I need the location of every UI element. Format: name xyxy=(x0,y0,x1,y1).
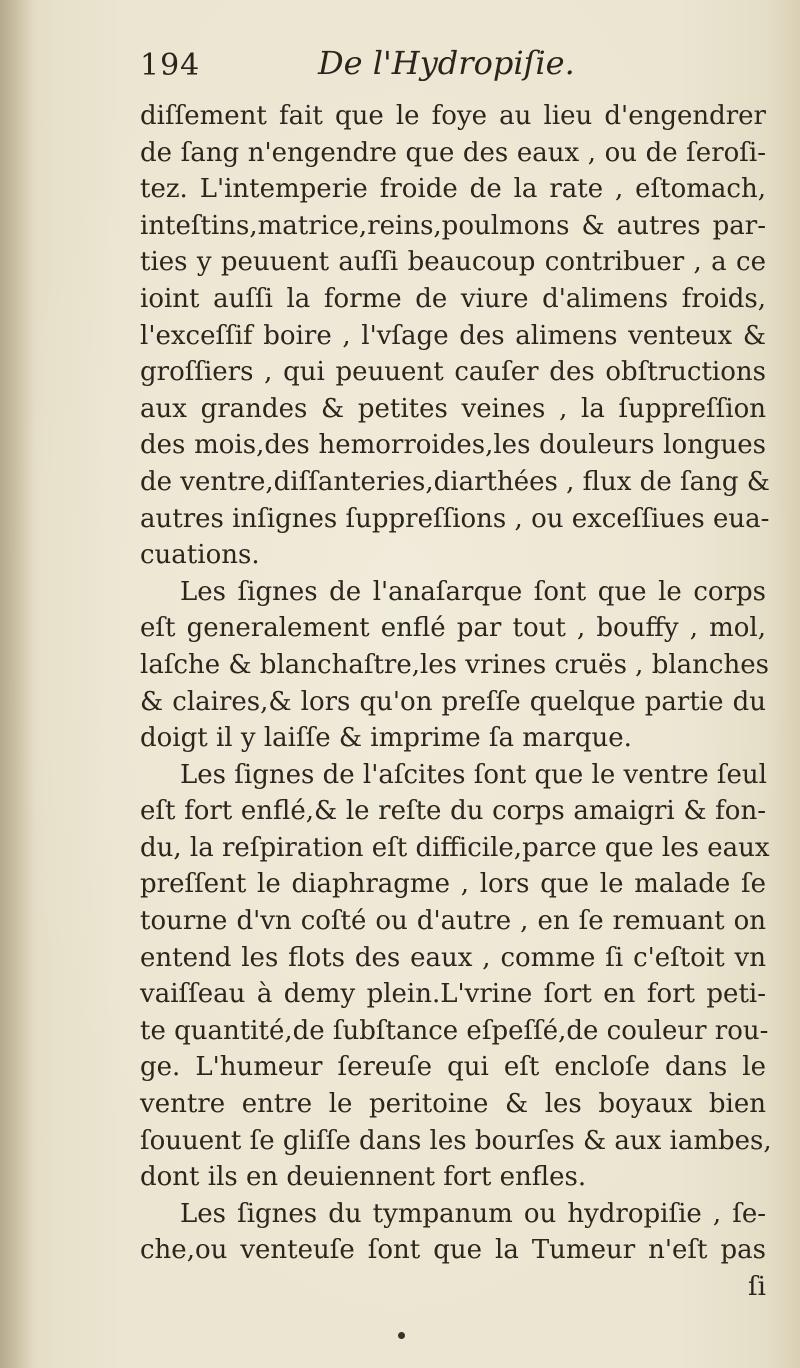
text-line: aux grandes & petites veines , la ſuppreſſion xyxy=(140,393,766,424)
text-line: eſt fort enflé,& le reſte du corps amaigri & fon- xyxy=(140,796,766,827)
text-line: Les ſignes du tympanum ou hydropiſie , ſe- xyxy=(180,1198,766,1229)
text-line: & claires,& lors qu'on preſſe quelque partie du xyxy=(140,686,766,717)
text-line: groſſiers , qui peuuent cauſer des obſtructions xyxy=(140,357,766,388)
text-line: cuations. xyxy=(140,540,260,571)
page-header xyxy=(140,44,660,96)
text-line: l'exceſſif boire , l'vſage des alimens venteux & xyxy=(140,320,766,351)
text-line: ge. L'humeur ſereuſe qui eſt encloſe dans le xyxy=(140,1052,766,1083)
running-title: De l'Hydropiſie. xyxy=(318,44,575,82)
text-line: diſſement fait que le foye au lieu d'engendrer xyxy=(140,101,766,131)
text-line: vaiſſeau à demy plein.L'vrine ſort en fort peti- xyxy=(140,979,766,1010)
text-line: doigt il y laiſſe & imprime ſa marque. xyxy=(140,723,632,754)
catchword: ſi xyxy=(748,1272,766,1302)
text-line: Les ſignes de l'aſcites ſont que le ventre ſeul xyxy=(180,759,767,790)
text-line: preſſent le diaphragme , lors que le malade ſe xyxy=(140,869,766,900)
text-line: dont ils en deuiennent fort enfles. xyxy=(140,1162,587,1193)
text-line: ties y peuuent auſſi beaucoup contribuer , a ce xyxy=(140,247,766,278)
text-line: ſouuent ſe gliſſe dans les bourſes & aux iambes, xyxy=(140,1125,772,1156)
text-line: che,ou venteuſe ſont que la Tumeur n'eſt pas xyxy=(140,1235,766,1266)
text-line: inteſtins,matrice,reins,poulmons & autres par- xyxy=(140,210,766,241)
page-number: 194 xyxy=(140,48,201,83)
text-line: tourne d'vn coſté ou d'autre , en ſe remuant on xyxy=(140,906,766,937)
text-line: ventre entre le peritoine & les boyaux bien xyxy=(140,1089,766,1120)
text-line: laſche & blanchaſtre,les vrines cruës , blanches xyxy=(140,649,769,680)
text-line: de ventre,diſſanteries,diarthées , flux de ſang & xyxy=(140,466,770,497)
text-line: te quantité,de ſubſtance eſpeſſé,de couleur rou- xyxy=(140,1015,769,1046)
text-line: Les ſignes de l'anaſarque ſont que le corps xyxy=(180,576,766,607)
text-line: ioint auſſi la forme de viure d'alimens froids, xyxy=(140,283,766,314)
text-line: eſt generalement enflé par tout , bouffy , mol, xyxy=(140,613,766,644)
text-line: des mois,des hemorroides,les douleurs longues xyxy=(140,430,766,461)
text-line: du, la reſpiration eſt difficile,parce que les eaux xyxy=(140,832,770,863)
text-line: tez. L'intemperie froide de la rate , eſtomach, xyxy=(140,174,766,205)
text-line: autres inſignes ſuppreſſions , ou exceſſiues eua- xyxy=(140,503,770,534)
body-text xyxy=(140,98,772,1306)
ink-dot xyxy=(398,1332,405,1339)
text-line: entend les flots des eaux , comme ſi c'eſtoit vn xyxy=(140,942,766,973)
text-line: de ſang n'engendre que des eaux , ou de ſeroſi- xyxy=(140,137,766,168)
